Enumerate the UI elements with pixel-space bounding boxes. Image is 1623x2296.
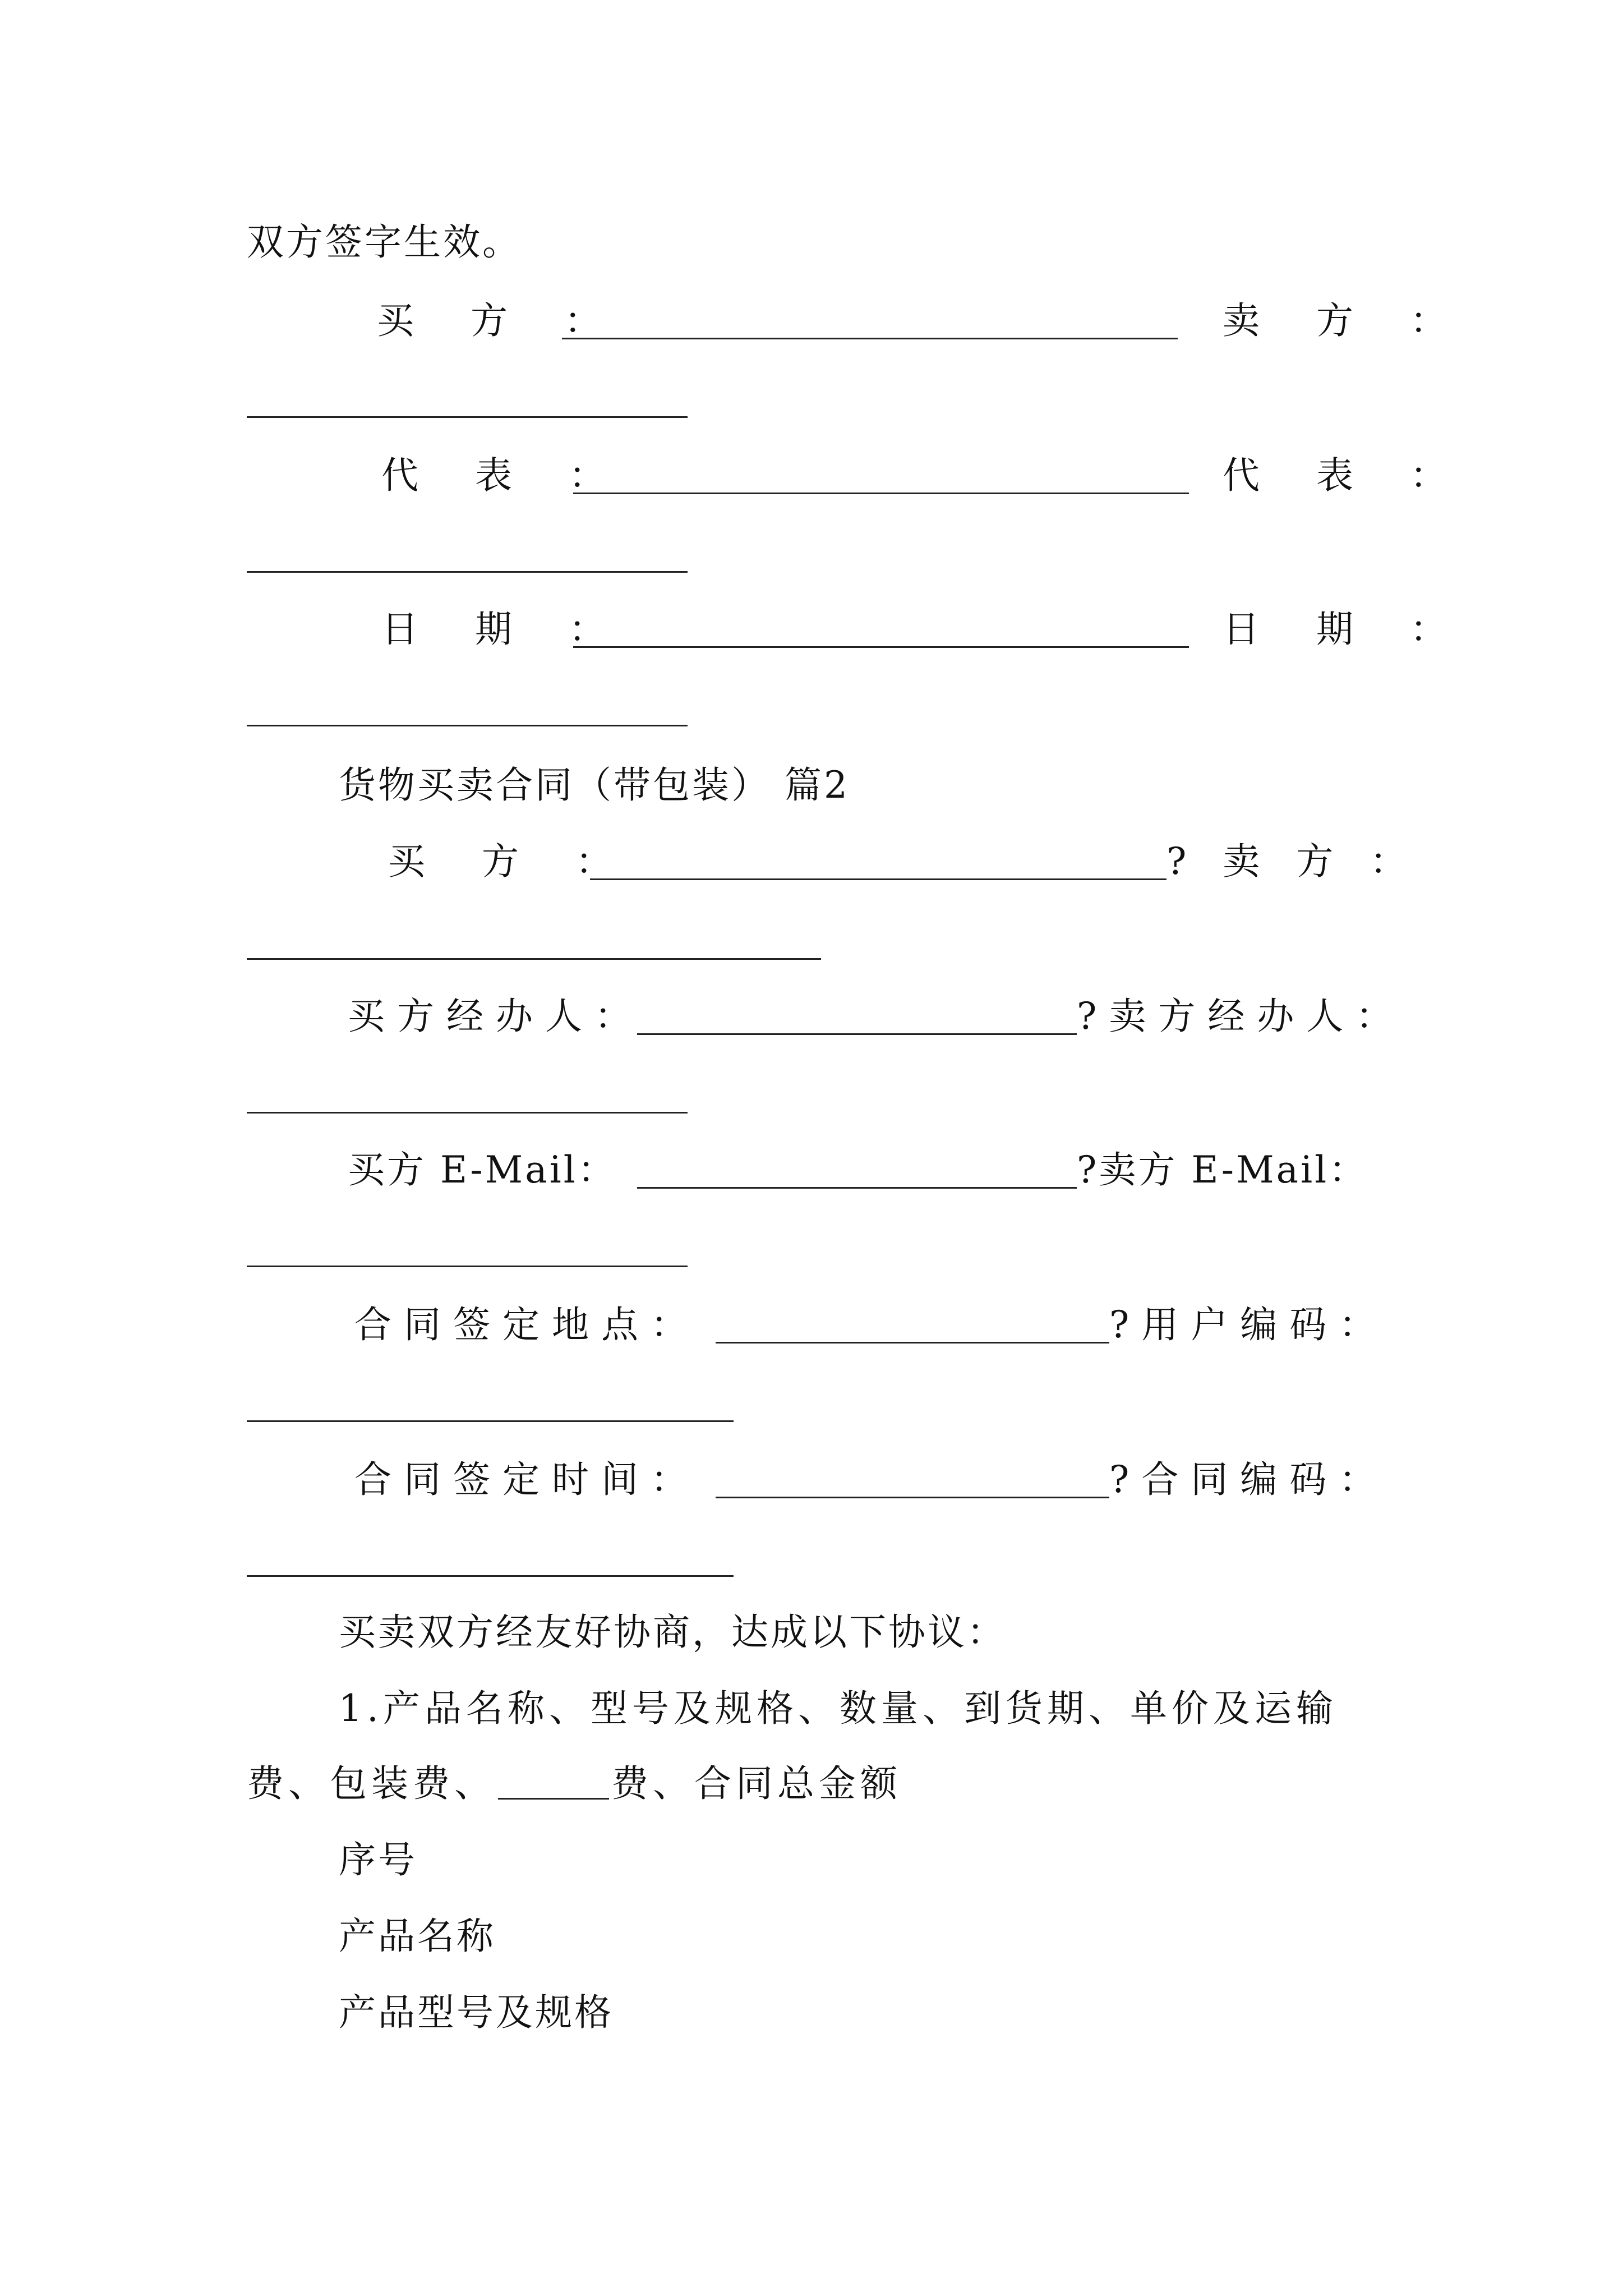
sign-time-line[interactable] [716, 1497, 1109, 1498]
item1-line1: 1.产品名称、型号及规格、数量、到货期、单价及运输 [339, 1687, 1338, 1730]
col-product-spec: 产品型号及规格 [339, 1991, 614, 2034]
user-code-label: ?用户编码： [1109, 1303, 1389, 1346]
effective-line: 双方签字生效。 [247, 220, 522, 264]
sign-place-label: 合同签定地点： [354, 1303, 700, 1346]
seller-signature-line[interactable] [247, 416, 688, 418]
date2-line[interactable] [247, 725, 688, 726]
buyer-email-line[interactable] [637, 1187, 1077, 1189]
user-code-line[interactable] [247, 1420, 734, 1422]
agreement-line: 买卖双方经友好协商，达成以下协议： [339, 1611, 1006, 1654]
col-product-name: 产品名称 [339, 1915, 496, 1958]
item1-line2-end: 费、合同总金额 [611, 1762, 902, 1805]
seller-label: 卖 方 ： [1223, 299, 1469, 342]
seller2-label: ? 卖 方 ： [1166, 840, 1419, 883]
buyer-email-label: 买方 E-Mail： [348, 1148, 617, 1191]
date-label: 日 期 ： [381, 608, 628, 651]
date2-label: 日 期 ： [1223, 608, 1469, 651]
seller2-line[interactable] [247, 958, 821, 960]
buyer-agent-line[interactable] [637, 1033, 1077, 1035]
fee-blank[interactable] [498, 1766, 609, 1800]
buyer2-line[interactable] [590, 878, 1166, 880]
rep2-label: 代 表 ： [1223, 454, 1469, 497]
rep2-signature-line[interactable] [247, 571, 688, 573]
seller-agent-line[interactable] [247, 1112, 688, 1114]
buyer-agent-label: 买方经办人： [348, 995, 644, 1038]
rep-signature-line[interactable] [573, 493, 1189, 494]
rep-label: 代 表 ： [381, 454, 628, 497]
buyer2-label: 买 方 ： [388, 840, 635, 883]
item1-line2-start: 费、包装费、 [247, 1762, 496, 1805]
buyer-label: 买 方 ： [377, 299, 624, 342]
buyer-signature-line[interactable] [562, 338, 1178, 339]
sign-place-line[interactable] [716, 1342, 1109, 1343]
section-title: 货物买卖合同（带包装） 篇2 [339, 763, 850, 807]
item1-line2 [247, 1761, 902, 1806]
date-line[interactable] [573, 646, 1189, 648]
seller-email-label: ?卖方 E-Mail： [1077, 1148, 1368, 1191]
seller-agent-label: ?卖方经办人： [1077, 995, 1405, 1038]
contract-code-line[interactable] [247, 1575, 734, 1577]
contract-code-label: ?合同编码： [1109, 1458, 1389, 1501]
sign-time-label: 合同签定时间： [354, 1458, 700, 1501]
col-serial-number: 序号 [339, 1838, 417, 1881]
seller-email-line[interactable] [247, 1266, 688, 1267]
